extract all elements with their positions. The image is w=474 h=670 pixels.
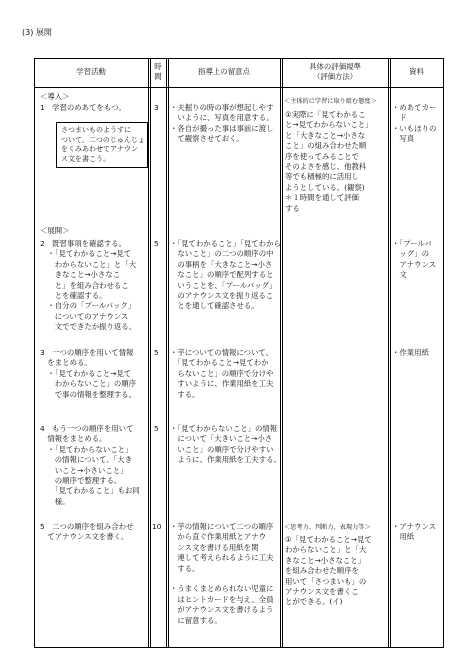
header-criteria: 具体の評価規準 （評価方法） — [309, 62, 361, 81]
lesson-plan-table — [34, 58, 444, 648]
intro-label: ＜導入＞ — [40, 92, 70, 101]
step4-time: 5 — [154, 424, 159, 433]
header-time: 時 間 — [154, 62, 162, 81]
step2-guidance: ・「見てわかること」「見てわから ないこと」の二つの順序の中 の事柄を「大きなこと→小さ なこと」の順序で配列すると いうことを、「プールバッグ」 のアナウンス文を振り返るこ とを通して確認させる。 — [170, 239, 281, 311]
column-divider — [280, 58, 281, 648]
column-divider — [148, 58, 149, 648]
step2-materials: ・「プールバ ッグ」の アナウンス 文 — [392, 239, 437, 280]
development-label: ＜展開＞ — [40, 226, 70, 235]
step5-guidance: ・芋の情報について二つの順序 から直ぐ作業用紙とアナウ ンス文を書ける用紙を関 連して考えられるように工夫 する。 ・うまくまとめられない児童に はヒントカードを与え、全員 がアナウンス文を書けるよう に留意する。 — [170, 522, 274, 625]
column-divider — [168, 58, 169, 648]
table-border-left — [34, 58, 35, 648]
step3-time: 5 — [154, 348, 159, 357]
column-divider — [282, 58, 283, 648]
header-guidance: 指導上の留意点 — [198, 67, 250, 76]
step3-materials: ・作業用紙 — [392, 348, 429, 357]
step5-criteria-tag: ＜思考力、判断力、表現力等＞ — [284, 524, 371, 531]
column-divider — [166, 58, 167, 648]
table-border-bottom — [34, 647, 444, 648]
step3-activity: 3 一つの順序を用いて情報 をまとめる。 ・「見てわかること→見て わからないこと」の順序 で事の情報を整理する。 — [40, 348, 137, 399]
step4-guidance: ・「見てわからないこと」の情報 について「大きいこと→小さ いこと」の順序で分けやすい ように、作業用紙を工夫する。 — [170, 424, 281, 465]
column-divider — [388, 58, 389, 648]
step5-criteria: ①「見てわかること→見て わからないこと」と「大 きなこと→小さなこと」 を組み合わせた順序を 用いて「さつまいも」の アナウンス文を書くこ とができる。(イ) — [285, 535, 372, 607]
intro-criteria-tag: ＜主体的に学習に取り組む態度＞ — [284, 98, 377, 105]
header-activity: 学習活動 — [76, 67, 106, 76]
table-border-top — [34, 58, 444, 59]
table-border-right — [443, 58, 444, 648]
step5-time: 10 — [152, 522, 162, 531]
header-divider — [34, 87, 444, 88]
step4-activity: 4 もう一つの順序を用いて 情報をまとめる。 ・「見てわからないこと」 の情報について、「大き いこと→小さいこと」 の順序で整理する。 「見てわかること」もお同 様。 — [40, 424, 140, 506]
goal-box: さつまいものようすに ついて、二つのじゅんじょ をくみあわせてアナウン ス文を書こう。 — [56, 122, 148, 168]
step2-activity: 2 既習事項を確認する。 ・「見てわかること→見て わからないこと」と「大 きなこと→小さなこ と」を組み合わせるこ とを確認する。 ・自分の「プールバック」 についてのアナウンス 文でできたか振り返る。 — [40, 239, 137, 332]
intro-materials: ・めあてカー ド ・いもほりの 写真 — [392, 103, 437, 144]
intro-criteria: ①実際に「見てわかるこ と→見てわからないこと」 と「大きなこと→小さな こと」の組み合わせた順 序を使ってみることで そのよさを感じ、他教科 等でも積極的に活用し ようとしている。(観察) ＊１時間を通して評価 する — [285, 110, 373, 213]
intro-step: 1 学習のめあてをもつ。 — [40, 103, 126, 112]
step5-activity: 5 二つの順序を組み合わせ てアナウンス文を書く。 — [40, 522, 134, 542]
intro-guidance: ・夫掘りの時の事が想起しやす いように、写真を用意する。 ・各自が撮った事は事前に渡し て観察させておく。 — [170, 103, 274, 144]
step5-materials: ・アナウンス 用紙 — [392, 522, 437, 542]
section-heading: (3) 展開 — [22, 28, 52, 37]
step2-time: 5 — [154, 239, 159, 248]
column-divider — [390, 58, 391, 648]
column-divider — [150, 58, 151, 648]
header-materials: 資料 — [409, 67, 424, 76]
step3-guidance: ・芋についての情報について、 「見てわかること→見てわか らないこと」の順序で分けや すいように、作業用紙を工夫 する。 — [170, 348, 274, 399]
intro-time: 3 — [154, 103, 159, 112]
